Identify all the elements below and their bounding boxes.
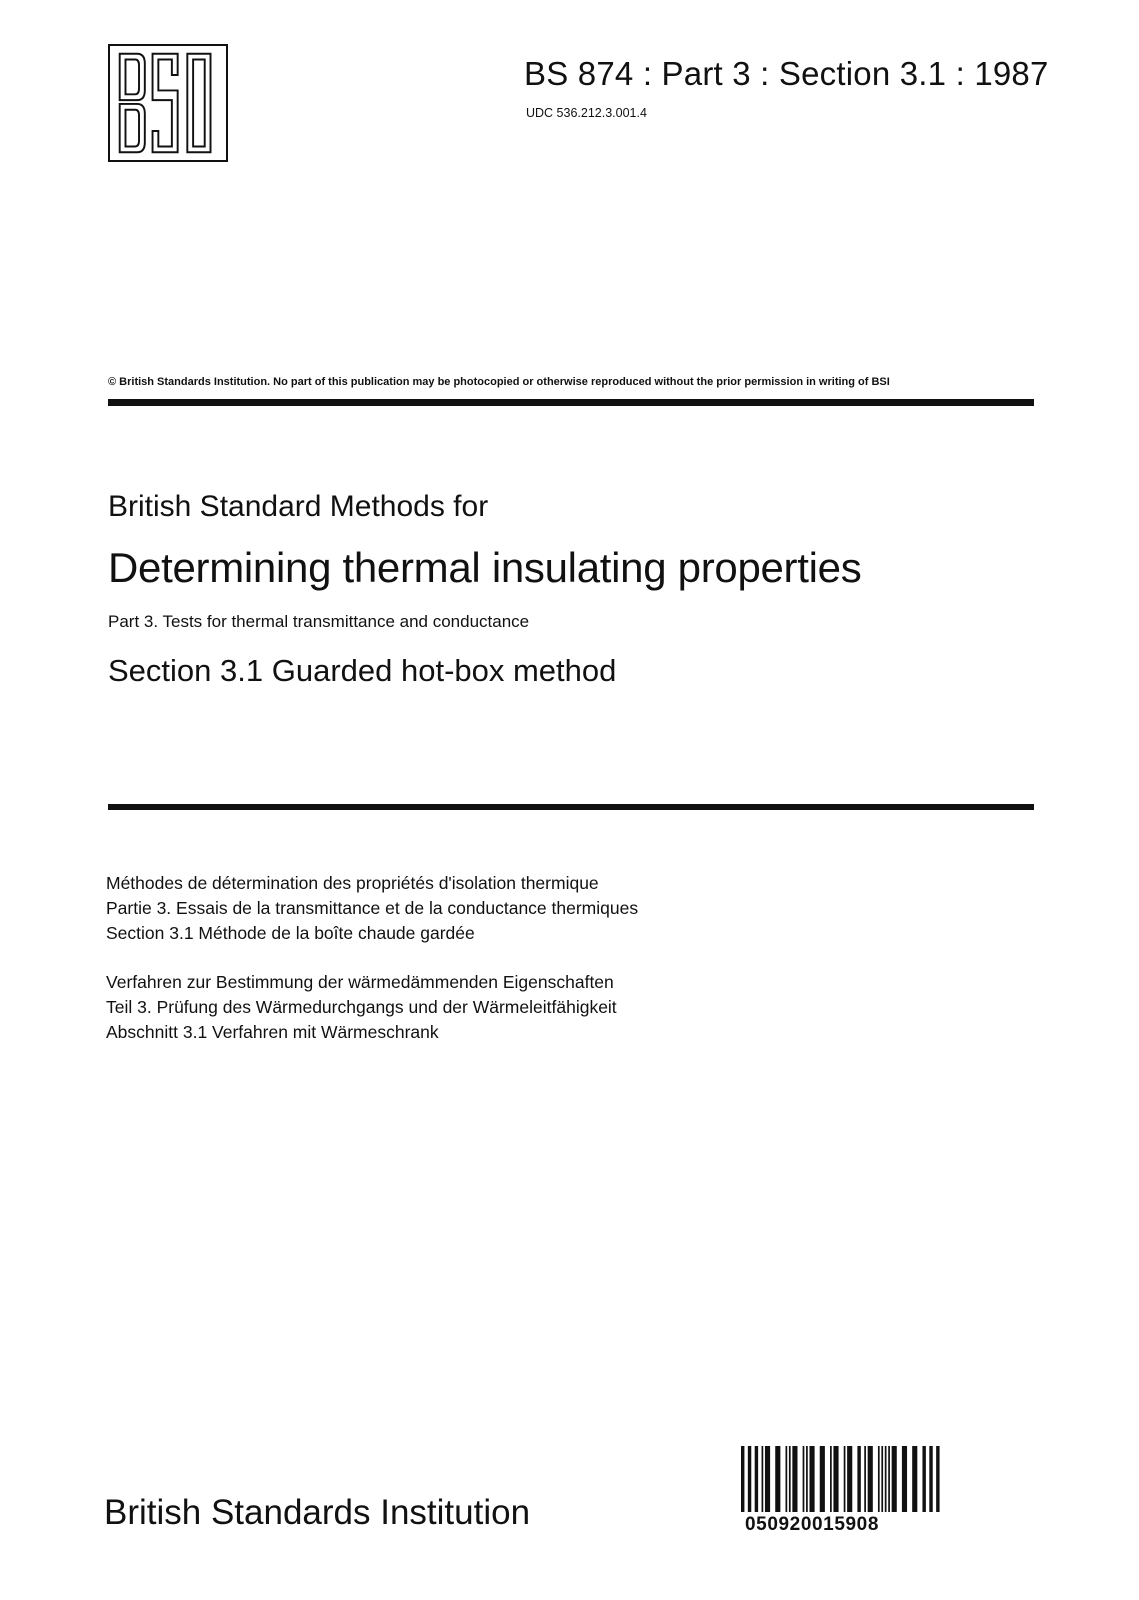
french-title-line: Section 3.1 Méthode de la boîte chaude gardée — [106, 923, 475, 943]
barcode-bar — [748, 1446, 751, 1512]
barcode-bar — [885, 1446, 887, 1512]
french-title-line: Partie 3. Essais de la transmittance et de la conductance thermiques — [106, 898, 639, 918]
barcode-bar — [741, 1446, 744, 1512]
barcode-bar — [803, 1446, 805, 1512]
barcode-bar — [792, 1446, 797, 1512]
barcode-bar — [902, 1446, 907, 1512]
barcode-bar — [929, 1446, 932, 1512]
barcode-bar — [844, 1446, 846, 1512]
french-title-line: Méthodes de détermination des propriétés d'isolation thermique — [106, 873, 599, 893]
barcode-bar — [847, 1446, 852, 1512]
barcode-bar — [922, 1446, 925, 1512]
publisher-name: British Standards Institution — [104, 1493, 531, 1532]
barcode-bar — [864, 1446, 866, 1512]
german-title-line: Abschnitt 3.1 Verfahren mit Wärmeschrank — [106, 1022, 439, 1042]
document-title: Determining thermal insulating properties — [108, 544, 862, 591]
barcode-bar — [762, 1446, 764, 1512]
barcode-bar — [857, 1446, 860, 1512]
barcode-bar — [881, 1446, 883, 1512]
barcode-bar — [868, 1446, 873, 1512]
barcode-bar — [888, 1446, 890, 1512]
german-title-line: Teil 3. Prüfung des Wärmedurchgangs und der Wärmeleitfähigkeit — [106, 997, 617, 1017]
barcode-bar — [833, 1446, 838, 1512]
methods-line: British Standard Methods for — [108, 490, 489, 523]
udc-code: UDC 536.212.3.001.4 — [526, 106, 647, 120]
top-divider — [108, 399, 1034, 406]
standard-number: BS 874 : Part 3 : Section 3.1 : 1987 — [524, 55, 1049, 92]
bsi-logo — [108, 44, 228, 162]
barcode-bar — [789, 1446, 791, 1512]
barcode-bar — [830, 1446, 832, 1512]
copyright-notice: © British Standards Institution. No part of this publication may be photocopied or otherwise reproduced without the prior permission in writing of BSI — [108, 376, 890, 388]
bsi-logo-mark — [110, 46, 226, 160]
barcode-bar — [912, 1446, 917, 1512]
barcode-bar — [775, 1446, 780, 1512]
barcode-bars — [739, 1446, 945, 1512]
barcode-bar — [806, 1446, 808, 1512]
section-title: Section 3.1 Guarded hot-box method — [108, 653, 617, 688]
barcode-bar — [892, 1446, 897, 1512]
barcode — [739, 1446, 945, 1512]
barcode-bar — [755, 1446, 758, 1512]
barcode-bar — [809, 1446, 814, 1512]
french-title-block — [106, 871, 638, 946]
middle-divider — [108, 804, 1034, 810]
barcode-bar — [765, 1446, 770, 1512]
barcode-bar — [820, 1446, 825, 1512]
german-title-block — [106, 970, 617, 1045]
barcode-number: 050920015908 — [745, 1514, 880, 1535]
part-title: Part 3. Tests for thermal transmittance and conductance — [108, 612, 530, 631]
barcode-bar — [936, 1446, 939, 1512]
barcode-bar — [786, 1446, 788, 1512]
barcode-bar — [878, 1446, 880, 1512]
german-title-line: Verfahren zur Bestimmung der wärmedämmenden Eigenschaften — [106, 972, 614, 992]
